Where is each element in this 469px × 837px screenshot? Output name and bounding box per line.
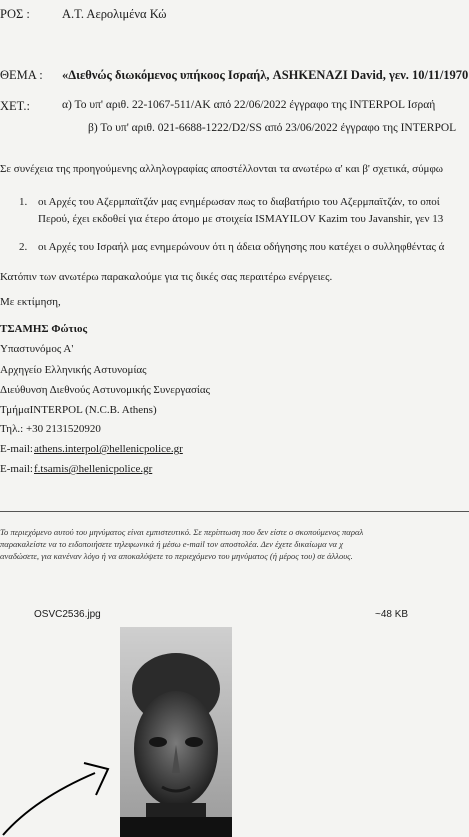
handwritten-arrow-annotation <box>0 755 125 837</box>
recipient-value: Α.Τ. Αερολιμένα Κώ <box>62 7 167 21</box>
signature-email-2-label: E-mail: <box>0 463 33 475</box>
recipient-label: ΡΟΣ : <box>0 7 30 21</box>
attachment-photo[interactable] <box>120 627 232 837</box>
item-2-number: 2. <box>19 241 28 253</box>
subject-value: «Διεθνώς διωκόμενος υπήκοος Ισραήλ, ASHKENAZI David, γεν. 10/11/1970 <box>62 68 469 82</box>
closing-sentence: Κατόπιν των ανωτέρω παρακαλούμε για τις δικές σας περαιτέρω ενέργειες. <box>0 271 333 283</box>
attachment-filename[interactable]: OSVC2536.jpg <box>34 609 101 620</box>
attachment-size: ~48 KB <box>375 609 409 620</box>
reference-label: ΧΕΤ.: <box>0 99 30 113</box>
reference-a: α) Το υπ' αριθ. 22-1067-511/ΑΚ από 22/06/2022 έγγραφο της INTERPOL Ισραή <box>62 99 436 111</box>
item-1-number: 1. <box>19 196 28 208</box>
reference-b: β) Το υπ' αριθ. 021-6688-1222/D2/SS από 23/06/2022 έγγραφο της INTERPOL <box>88 122 457 134</box>
signature-org-3: ΤμήμαINTERPOL (N.C.B. Athens) <box>0 404 157 416</box>
disclaimer-line-3: αναδώσετε, για κανέναν λόγο ή να αποκαλύψετε το περιεχόμενο του μηνύματος (ή μέρος του) σε άλλους. <box>0 551 353 561</box>
subject-label: ΘΕΜΑ : <box>0 68 43 82</box>
signature-email-1-link[interactable]: athens.interpol@hellenicpolice.gr <box>34 443 183 455</box>
item-1-line-2: Περού, έχει εκδοθεί για έτερο άτομο με στοιχεία ISMAYILOV Kazim του Javanshir, γεν 13 <box>38 213 444 225</box>
item-1-line-1: οι Αρχές του Αζερμπαϊτζάν μας ενημέρωσαν πως το διαβατήριο του Αζερμπαϊτζάν, το οποί <box>38 196 440 208</box>
disclaimer-line-2: παρακαλείστε να το ειδοποιήσετε τηλεφωνικά ή μέσω e-mail τον αποστολέα. Δεν έχετε δικαίωμα να χ <box>0 539 343 549</box>
signature-email-1-label: E-mail: <box>0 443 33 455</box>
signature-email-2-link[interactable]: f.tsamis@hellenicpolice.gr <box>34 463 153 475</box>
intro-paragraph: Σε συνέχεια της προηγούμενης αλληλογραφίας αποστέλλονται τα ανωτέρω α' και β' σχετικά, σύμφω <box>0 163 444 175</box>
regards: Με εκτίμηση, <box>0 296 61 308</box>
signature-name: ΤΣΑΜΗΣ Φώτιος <box>0 323 88 335</box>
item-2-line-1: οι Αρχές του Ισραήλ μας ενημερώνουν ότι η άδεια οδήγησης που κατέχει ο συλληφθέντας ά <box>38 241 445 253</box>
signature-org-2: Διεύθυνση Διεθνούς Αστυνομικής Συνεργασίας <box>0 384 210 396</box>
portrait-image <box>120 627 232 837</box>
disclaimer-line-1: Το περιεχόμενο αυτού του μηνύματος είναι εμπιστευτικό. Σε περίπτωση που δεν είστε ο σκοπούμενος παραλ <box>0 527 364 537</box>
signature-org-1: Αρχηγείο Ελληνικής Αστυνομίας <box>0 364 147 376</box>
signature-phone: Τηλ.: +30 2131520920 <box>0 423 101 435</box>
signature-rank: Υπαστυνόμος Α' <box>0 343 74 355</box>
disclaimer-separator <box>0 511 469 512</box>
